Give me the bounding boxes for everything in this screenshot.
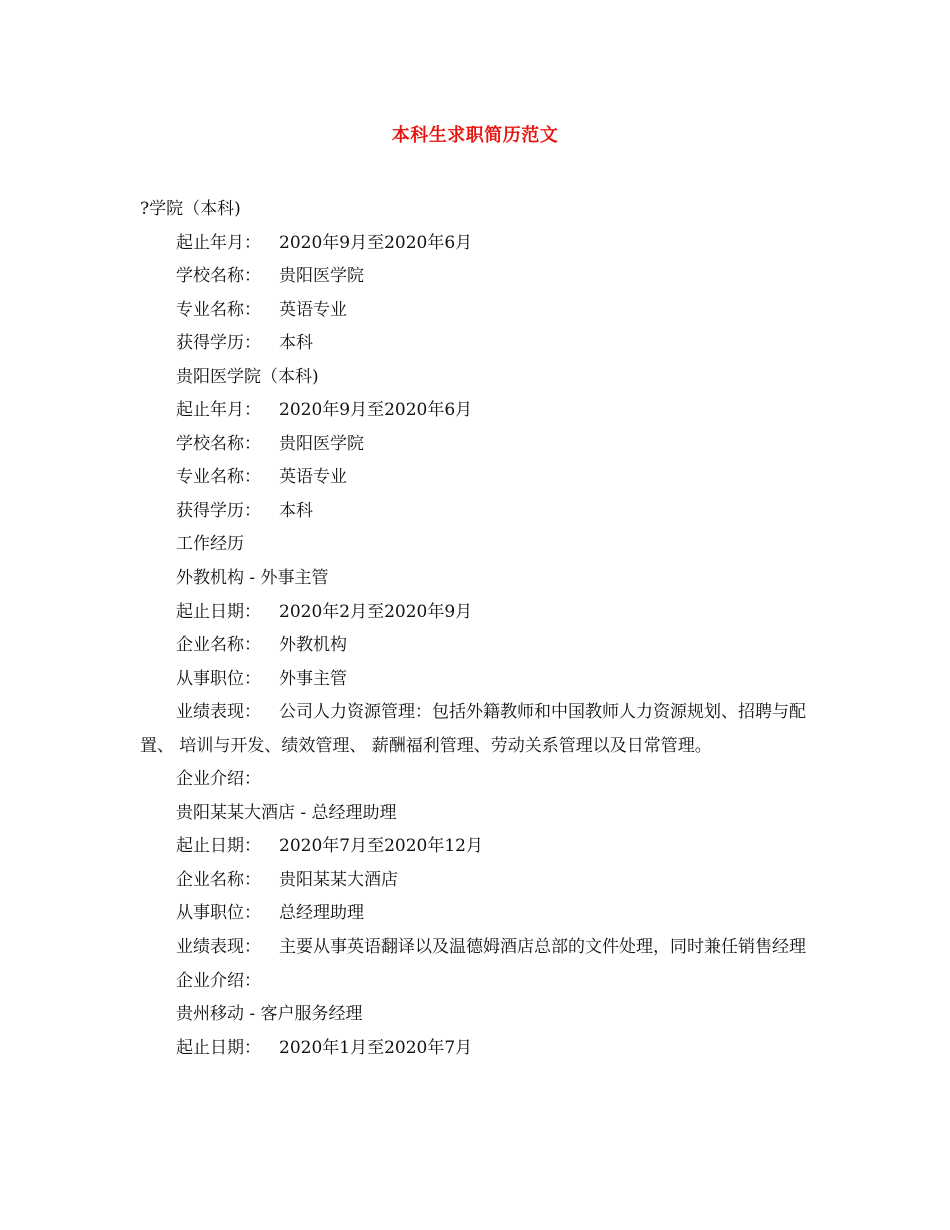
education-2-period xyxy=(140,394,820,428)
job-2-company-intro: 企业介绍： xyxy=(176,970,261,991)
field-label: 获得学历： xyxy=(176,500,261,521)
job-3-period xyxy=(140,1032,820,1066)
job-1-performance xyxy=(140,696,820,763)
education-2-school xyxy=(140,428,820,462)
field-label: 业绩表现： xyxy=(176,702,261,723)
resume-body xyxy=(140,193,820,1065)
education-heading-2: 贵阳医学院（本科) xyxy=(176,366,319,387)
field-label: 企业名称： xyxy=(176,635,261,656)
field-value: 本科 xyxy=(279,333,313,354)
job-1-company xyxy=(140,629,820,663)
job-2-company xyxy=(140,864,820,898)
education-1-school xyxy=(140,260,820,294)
field-label: 专业名称： xyxy=(176,299,261,320)
education-2-degree xyxy=(140,495,820,529)
work-experience-heading: 工作经历 xyxy=(176,534,244,555)
field-value: 2020年9月至2020年6月 xyxy=(279,400,473,421)
field-label: 业绩表现： xyxy=(176,937,261,958)
job-2-performance xyxy=(140,931,820,965)
field-value: 2020年2月至2020年9月 xyxy=(279,601,473,622)
field-label: 起止年月： xyxy=(176,232,261,253)
field-label: 起止日期： xyxy=(176,601,261,622)
field-label: 起止日期： xyxy=(176,836,261,857)
job-1-heading: 外教机构 - 外事主管 xyxy=(176,568,329,589)
field-value: 贵阳医学院 xyxy=(279,266,364,287)
job-2-position xyxy=(140,897,820,931)
job-3-heading: 贵州移动 - 客户服务经理 xyxy=(176,1004,363,1025)
field-value: 公司人力资源管理：包括外籍教师和中国教师人力资源规划、招聘与配置、 培训与开发、绩效管理、 薪酬福利管理、劳动关系管理以及日常管理。 xyxy=(140,702,806,756)
education-1-degree xyxy=(140,327,820,361)
field-value: 贵阳医学院 xyxy=(279,433,364,454)
field-label: 学校名称： xyxy=(176,433,261,454)
job-1-position xyxy=(140,663,820,697)
education-heading-1: ?学院（本科) xyxy=(140,199,241,219)
field-value: 英语专业 xyxy=(279,467,347,488)
field-value: 外教机构 xyxy=(279,635,347,656)
job-1-company-intro: 企业介绍： xyxy=(176,769,261,790)
education-1-period xyxy=(140,227,820,261)
field-value: 本科 xyxy=(279,500,313,521)
education-2-major xyxy=(140,461,820,495)
field-label: 从事职位： xyxy=(176,903,261,924)
field-label: 专业名称： xyxy=(176,467,261,488)
field-label: 学校名称： xyxy=(176,266,261,287)
field-value: 外事主管 xyxy=(279,668,347,689)
field-value: 2020年1月至2020年7月 xyxy=(279,1037,473,1058)
field-value: 2020年9月至2020年6月 xyxy=(279,232,473,253)
field-value: 2020年7月至2020年12月 xyxy=(279,836,483,857)
field-value: 英语专业 xyxy=(279,299,347,320)
education-1-major xyxy=(140,294,820,328)
document-title: 本科生求职简历范文 xyxy=(391,125,559,146)
field-label: 获得学历： xyxy=(176,333,261,354)
field-label: 起止日期： xyxy=(176,1037,261,1058)
field-value: 总经理助理 xyxy=(279,903,364,924)
field-value: 贵阳某某大酒店 xyxy=(279,869,398,890)
job-2-period xyxy=(140,830,820,864)
job-1-period xyxy=(140,596,820,630)
field-label: 企业名称： xyxy=(176,869,261,890)
field-label: 起止年月： xyxy=(176,400,261,421)
field-value: 主要从事英语翻译以及温德姆酒店总部的文件处理，同时兼任销售经理 xyxy=(279,937,806,958)
job-2-heading: 贵阳某某大酒店 - 总经理助理 xyxy=(176,802,397,823)
field-label: 从事职位： xyxy=(176,668,261,689)
